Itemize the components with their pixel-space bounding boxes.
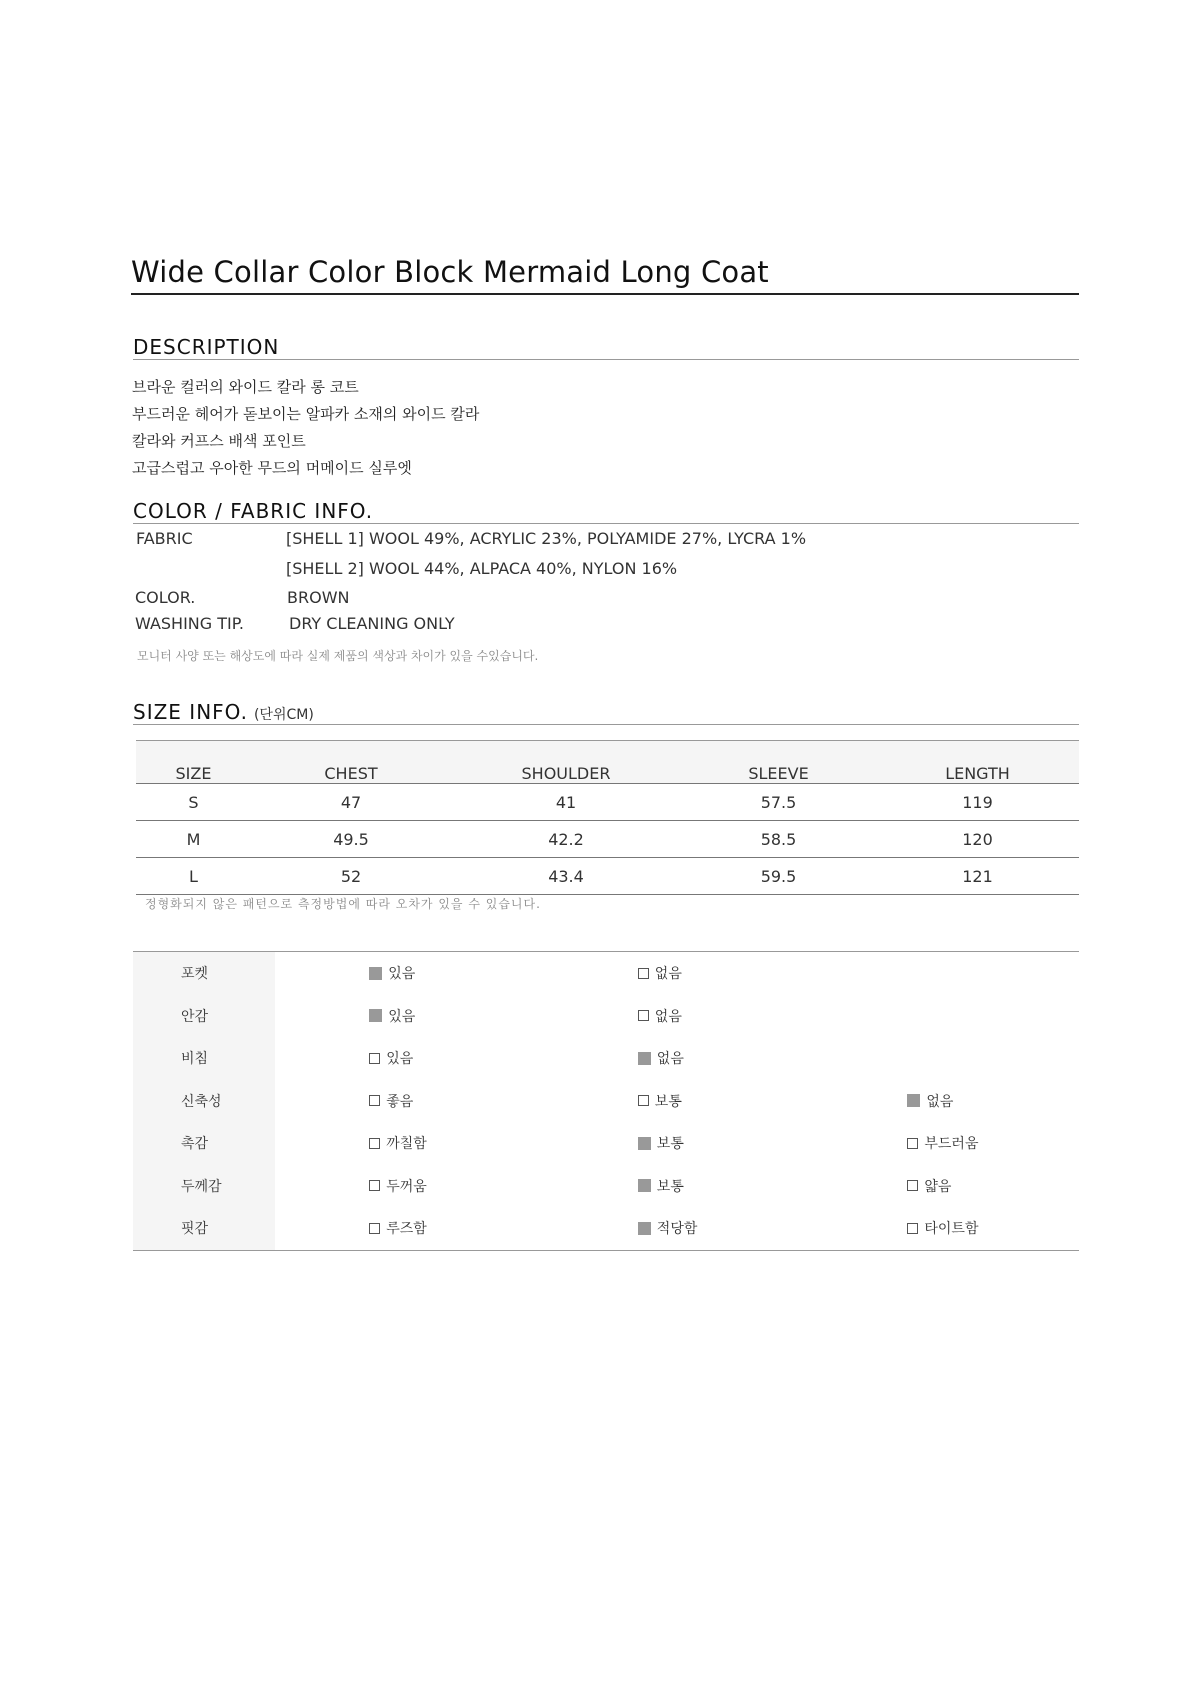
chest-cell: 52 (251, 858, 451, 895)
property-label: 포켓 (133, 952, 275, 995)
size-header-shoulder: SHOULDER (451, 741, 681, 784)
property-option-wrap (369, 1133, 427, 1153)
property-label: 안감 (133, 995, 275, 1038)
property-row (133, 1122, 1079, 1165)
property-option-wrap (369, 1176, 427, 1196)
unchecked-box-icon (638, 968, 649, 979)
fabric-info-heading: COLOR / FABRIC INFO. (133, 501, 1079, 524)
shoulder-cell: 43.4 (451, 858, 681, 895)
property-option-label: 두꺼움 (386, 1178, 427, 1195)
property-option-label: 까칠함 (386, 1136, 427, 1153)
property-option (809, 1122, 1079, 1165)
property-option (541, 1207, 810, 1250)
property-option-wrap (638, 1048, 684, 1068)
property-empty-cell (809, 952, 1079, 995)
property-row (133, 952, 1079, 995)
property-option-label: 없음 (654, 966, 682, 983)
washing-label: WASHING TIP. (135, 614, 244, 633)
size-disclaimer: 정형화되지 않은 패턴으로 측정방법에 따라 오차가 있을 수 있습니다. (145, 897, 541, 911)
property-option (809, 1207, 1079, 1250)
property-row (133, 1207, 1079, 1250)
property-option-label: 루즈함 (386, 1221, 427, 1238)
checked-box-icon (638, 1179, 651, 1192)
property-option-wrap (907, 1091, 953, 1111)
property-option-wrap (907, 1218, 978, 1238)
fabric-value-shell-1: [SHELL 1] WOOL 49%, ACRYLIC 23%, POLYAMIDE 27%, LYCRA 1% (286, 529, 807, 548)
unchecked-box-icon (638, 1095, 649, 1106)
property-row (133, 1165, 1079, 1208)
property-option-label: 보통 (654, 1093, 682, 1110)
property-option-label: 타이트함 (924, 1221, 979, 1238)
size-info-title: SIZE INFO. (133, 700, 248, 724)
property-option (275, 1080, 541, 1123)
property-option-wrap (369, 963, 415, 983)
unchecked-box-icon (369, 1223, 380, 1234)
shoulder-cell: 42.2 (451, 821, 681, 858)
property-option-wrap (907, 1176, 951, 1196)
property-option-label: 좋음 (386, 1093, 414, 1110)
color-label: COLOR. (135, 588, 196, 607)
table-row (136, 821, 1079, 858)
property-option (541, 1080, 810, 1123)
shoulder-cell: 41 (451, 784, 681, 821)
property-option (541, 1122, 810, 1165)
size-table-header-row (136, 741, 1079, 784)
property-option-label: 있음 (386, 1051, 414, 1068)
property-option (275, 1207, 541, 1250)
size-unit: (단위CM) (253, 707, 314, 723)
property-option-label: 없음 (926, 1093, 954, 1110)
unchecked-box-icon (907, 1223, 918, 1234)
property-option (809, 1165, 1079, 1208)
color-disclaimer: 모니터 사양 또는 해상도에 따라 실제 제품의 색상과 차이가 있을 수있습니다. (137, 649, 539, 663)
property-option-label: 없음 (654, 1008, 682, 1025)
property-option-wrap (638, 1218, 698, 1238)
property-option-label: 있음 (388, 966, 416, 982)
size-header-sleeve: SLEEVE (681, 741, 876, 784)
property-option-wrap (638, 1091, 682, 1111)
description-heading: DESCRIPTION (133, 337, 1079, 360)
property-label: 두께감 (133, 1165, 275, 1208)
property-option (541, 995, 810, 1038)
fabric-label: FABRIC (136, 529, 193, 548)
property-option (541, 952, 810, 995)
unchecked-box-icon (369, 1053, 380, 1064)
property-option-label: 없음 (656, 1051, 684, 1067)
property-option-wrap (369, 1218, 427, 1238)
length-cell: 120 (876, 821, 1079, 858)
product-title: Wide Collar Color Block Mermaid Long Coat (131, 258, 1079, 295)
chest-cell: 47 (251, 784, 451, 821)
property-option-wrap (638, 1006, 682, 1026)
property-option-wrap (638, 1133, 684, 1153)
property-option-label: 얇음 (924, 1178, 952, 1195)
property-option (541, 1165, 810, 1208)
property-option (275, 1165, 541, 1208)
property-option-wrap (369, 1006, 415, 1026)
sleeve-cell: 58.5 (681, 821, 876, 858)
checked-box-icon (638, 1137, 651, 1150)
unchecked-box-icon (369, 1095, 380, 1106)
property-option-label: 적당함 (656, 1221, 698, 1237)
property-option (275, 952, 541, 995)
property-option-label: 부드러움 (924, 1136, 979, 1153)
property-label: 신축성 (133, 1080, 275, 1123)
property-option-label: 보통 (656, 1178, 684, 1195)
size-cell: L (136, 858, 251, 895)
length-cell: 119 (876, 784, 1079, 821)
property-option-wrap (638, 963, 682, 983)
checked-box-icon (907, 1094, 920, 1107)
sleeve-cell: 59.5 (681, 858, 876, 895)
checked-box-icon (638, 1052, 651, 1065)
property-row (133, 1080, 1079, 1123)
washing-value: DRY CLEANING ONLY (289, 614, 455, 633)
description-line: 고급스럽고 우아한 무드의 머메이드 실루엣 (132, 459, 412, 477)
property-option-wrap (369, 1091, 413, 1111)
unchecked-box-icon (907, 1180, 918, 1191)
properties-table (133, 951, 1079, 1251)
property-option (275, 995, 541, 1038)
property-option (275, 1037, 541, 1080)
table-row (136, 858, 1079, 895)
property-option-label: 있음 (388, 1008, 416, 1025)
chest-cell: 49.5 (251, 821, 451, 858)
property-option-label: 보통 (656, 1136, 684, 1152)
description-line: 칼라와 커프스 배색 포인트 (132, 432, 306, 450)
property-empty-cell (809, 995, 1079, 1038)
size-info-heading (133, 702, 1079, 725)
property-option-wrap (369, 1048, 413, 1068)
property-option (275, 1122, 541, 1165)
unchecked-box-icon (369, 1180, 380, 1191)
size-header-chest: CHEST (251, 741, 451, 784)
property-option-wrap (638, 1176, 684, 1196)
unchecked-box-icon (369, 1138, 380, 1149)
sleeve-cell: 57.5 (681, 784, 876, 821)
unchecked-box-icon (907, 1138, 918, 1149)
length-cell: 121 (876, 858, 1079, 895)
unchecked-box-icon (638, 1010, 649, 1021)
property-option-wrap (907, 1133, 978, 1153)
description-line: 브라운 컬러의 와이드 칼라 롱 코트 (132, 378, 359, 396)
properties-body (133, 952, 1079, 1251)
property-empty-cell (809, 1037, 1079, 1080)
size-cell: S (136, 784, 251, 821)
property-label: 핏감 (133, 1207, 275, 1250)
size-cell: M (136, 821, 251, 858)
table-row (136, 784, 1079, 821)
property-row (133, 1037, 1079, 1080)
checked-box-icon (369, 1009, 382, 1022)
property-label: 촉감 (133, 1122, 275, 1165)
property-label: 비침 (133, 1037, 275, 1080)
property-option (809, 1080, 1079, 1123)
fabric-value-shell-2: [SHELL 2] WOOL 44%, ALPACA 40%, NYLON 16% (286, 559, 678, 578)
size-header-length: LENGTH (876, 741, 1079, 784)
checked-box-icon (369, 967, 382, 980)
property-row (133, 995, 1079, 1038)
color-value: BROWN (287, 588, 350, 607)
property-option (541, 1037, 810, 1080)
description-lines (132, 374, 1032, 482)
checked-box-icon (638, 1222, 651, 1235)
size-table (136, 740, 1079, 895)
size-header-size: SIZE (136, 741, 251, 784)
description-line: 부드러운 헤어가 돋보이는 알파카 소재의 와이드 칼라 (132, 405, 480, 423)
